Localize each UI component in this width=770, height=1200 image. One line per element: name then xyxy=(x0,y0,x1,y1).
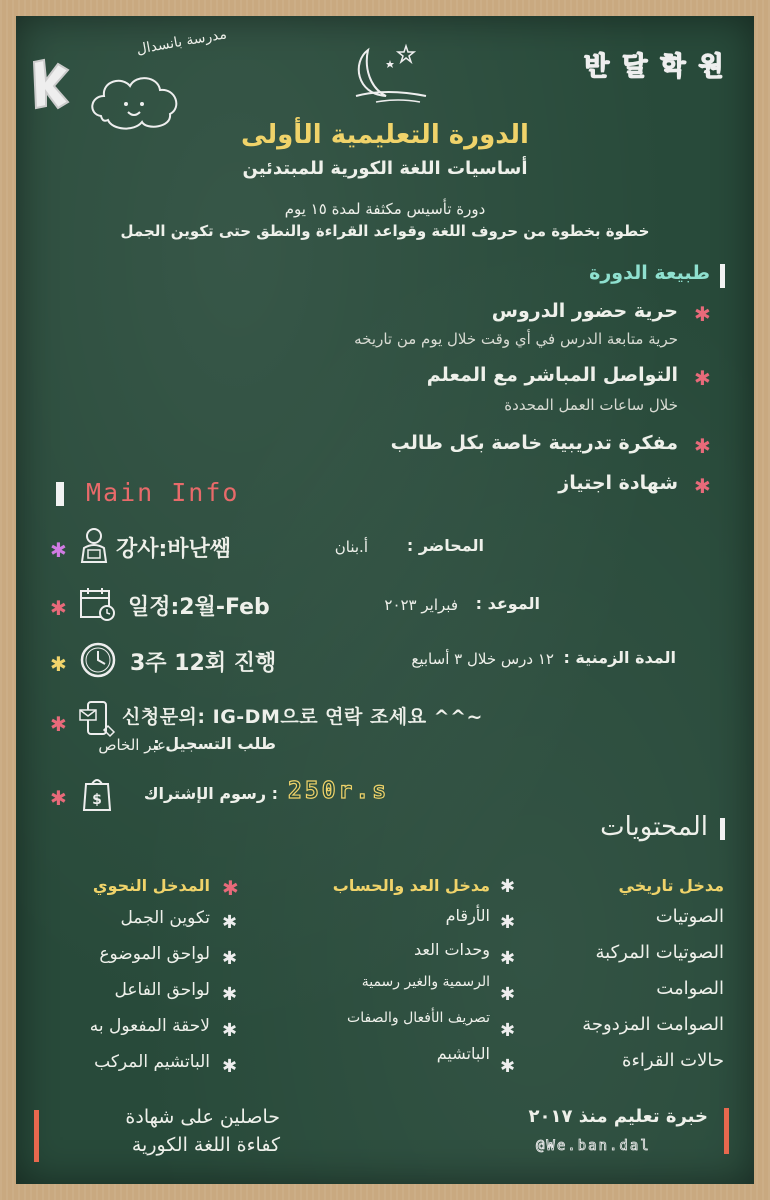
contents-col-2-header: مدخل العد والحساب xyxy=(332,876,490,895)
asterisk-bullet-icon: ✱ xyxy=(50,596,67,620)
duration-korean: 3주 12회 진행 xyxy=(130,651,277,676)
asterisk-bullet-icon: ✱ xyxy=(500,912,516,933)
asterisk-bullet-icon: ✱ xyxy=(694,366,711,390)
svg-text:$: $ xyxy=(92,792,102,808)
asterisk-bullet-icon: ✱ xyxy=(500,876,516,897)
school-name-doodle: مدرسة بانسدال xyxy=(135,26,228,58)
contents-col-2-item: تصريف الأفعال والصفات xyxy=(347,1010,490,1026)
asterisk-bullet-icon: ✱ xyxy=(500,1020,516,1041)
inquiry-value: عبر الخاص xyxy=(98,736,166,754)
section-marker-bar xyxy=(720,264,725,288)
asterisk-bullet-icon: ✱ xyxy=(500,984,516,1005)
contents-col-3-item: لاحقة المفعول به xyxy=(89,1016,210,1036)
nature-item-title: حرية حضور الدروس xyxy=(491,300,678,322)
certificate-marker-bar xyxy=(34,1110,39,1162)
instructor-korean: 강사:바난쌤 xyxy=(116,537,232,562)
course-subtitle: أساسيات اللغة الكورية للمبتدئين xyxy=(242,158,528,179)
nature-item-desc: خلال ساعات العمل المحددة xyxy=(504,396,678,414)
course-intro-line-2: خطوة بخطوة من حروف اللغة وقواعد القراءة والنطق حتى تكوين الجمل xyxy=(120,222,650,240)
instagram-handle: @We.ban.dal xyxy=(536,1138,651,1154)
nature-item-title: التواصل المباشر مع المعلم xyxy=(426,364,678,386)
inquiry-korean: 신청문의: IG-DM으로 연락 조세요 ^^~ xyxy=(122,706,483,728)
schedule-korean: 일정:2월-Feb xyxy=(128,595,270,620)
letter-k-doodle-icon xyxy=(28,56,72,116)
asterisk-bullet-icon: ✱ xyxy=(500,948,516,969)
instructor-label: المحاضر : xyxy=(406,536,484,555)
contents-marker-bar xyxy=(720,818,725,840)
course-intro-line-1: دورة تأسيس مكثفة لمدة ١٥ يوم xyxy=(284,200,486,218)
asterisk-bullet-icon: ✱ xyxy=(222,1020,238,1041)
contents-col-1-header: مدخل تاريخي xyxy=(618,876,724,895)
asterisk-bullet-icon: ✱ xyxy=(222,912,238,933)
nature-heading: طبيعة الدورة xyxy=(589,262,710,284)
contents-col-2-item: الرسمية والغير رسمية xyxy=(361,974,490,990)
contents-col-2-item: الباتشيم xyxy=(436,1044,490,1063)
fee-value: 250r.s xyxy=(288,778,390,804)
asterisk-bullet-icon: ✱ xyxy=(50,538,67,562)
contents-col-2-item: وحدات العد xyxy=(413,940,490,959)
fee-label: : رسوم الإشتراك xyxy=(143,784,278,803)
course-title: الدورة التعليمية الأولى xyxy=(241,120,529,150)
certificate-line-2: كفاءة اللغة الكورية xyxy=(131,1134,280,1156)
contents-col-1-item: الصوامت المزدوجة xyxy=(582,1014,724,1035)
moon-stars-icon xyxy=(346,40,436,114)
academy-logo-text: 반 달 학 원 xyxy=(584,52,726,82)
certificate-line-1: حاصلين على شهادة xyxy=(125,1106,280,1128)
asterisk-bullet-icon: ✱ xyxy=(222,1056,238,1077)
nature-item-desc: حرية متابعة الدرس في أي وقت خلال يوم من تاريخه xyxy=(354,330,678,348)
asterisk-bullet-icon: ✱ xyxy=(222,948,238,969)
contents-col-1-item: حالات القراءة xyxy=(622,1050,724,1071)
teacher-icon xyxy=(76,526,112,570)
contents-heading: المحتويات xyxy=(600,812,708,842)
main-info-heading: Main Info xyxy=(86,478,240,507)
asterisk-bullet-icon: ✱ xyxy=(500,1056,516,1077)
asterisk-bullet-icon: ✱ xyxy=(694,302,711,326)
contents-col-3-item: لواحق الفاعل xyxy=(114,980,210,1000)
duration-value: ١٢ درس خلال ٣ أسابيع xyxy=(411,650,554,668)
schedule-label: الموعد : xyxy=(475,594,540,613)
contents-col-3-item: لواحق الموضوع xyxy=(99,944,210,964)
contents-col-3-item: تكوين الجمل xyxy=(120,908,210,928)
contents-col-1-item: الصوتيات xyxy=(655,906,724,927)
nature-item-title: مفكرة تدريبية خاصة بكل طالب xyxy=(390,432,678,454)
nature-item-title: شهادة اجتياز xyxy=(558,472,678,494)
duration-label: المدة الزمنية : xyxy=(563,648,676,667)
asterisk-bullet-icon: ✱ xyxy=(50,712,67,736)
contents-col-1-item: الصوامت xyxy=(656,978,724,999)
asterisk-bullet-icon: ✱ xyxy=(694,474,711,498)
asterisk-bullet-icon: ✱ xyxy=(50,786,67,810)
contents-col-3-header: المدخل النحوي xyxy=(92,876,210,895)
clock-icon xyxy=(78,640,118,684)
price-tag-icon xyxy=(80,774,114,818)
asterisk-bullet-icon: ✱ xyxy=(222,876,239,900)
contents-col-1-item: الصوتيات المركبة xyxy=(595,942,724,963)
instructor-value: أ.بنان xyxy=(334,538,368,556)
calendar-icon xyxy=(78,586,116,626)
asterisk-bullet-icon: ✱ xyxy=(694,434,711,458)
asterisk-bullet-icon: ✱ xyxy=(50,652,67,676)
schedule-value: فبراير ٢٠٢٣ xyxy=(384,596,458,614)
chalkboard xyxy=(16,16,754,1184)
inquiry-label: طلب التسجيل : xyxy=(153,734,276,753)
main-info-marker-bar xyxy=(56,482,64,506)
experience-marker-bar xyxy=(724,1108,729,1154)
experience-text: خبرة تعليم منذ ٢٠١٧ xyxy=(528,1106,708,1127)
contents-col-2-item: الأرقام xyxy=(445,906,490,925)
contents-col-3-item: الباتشيم المركب xyxy=(94,1052,210,1072)
asterisk-bullet-icon: ✱ xyxy=(222,984,238,1005)
